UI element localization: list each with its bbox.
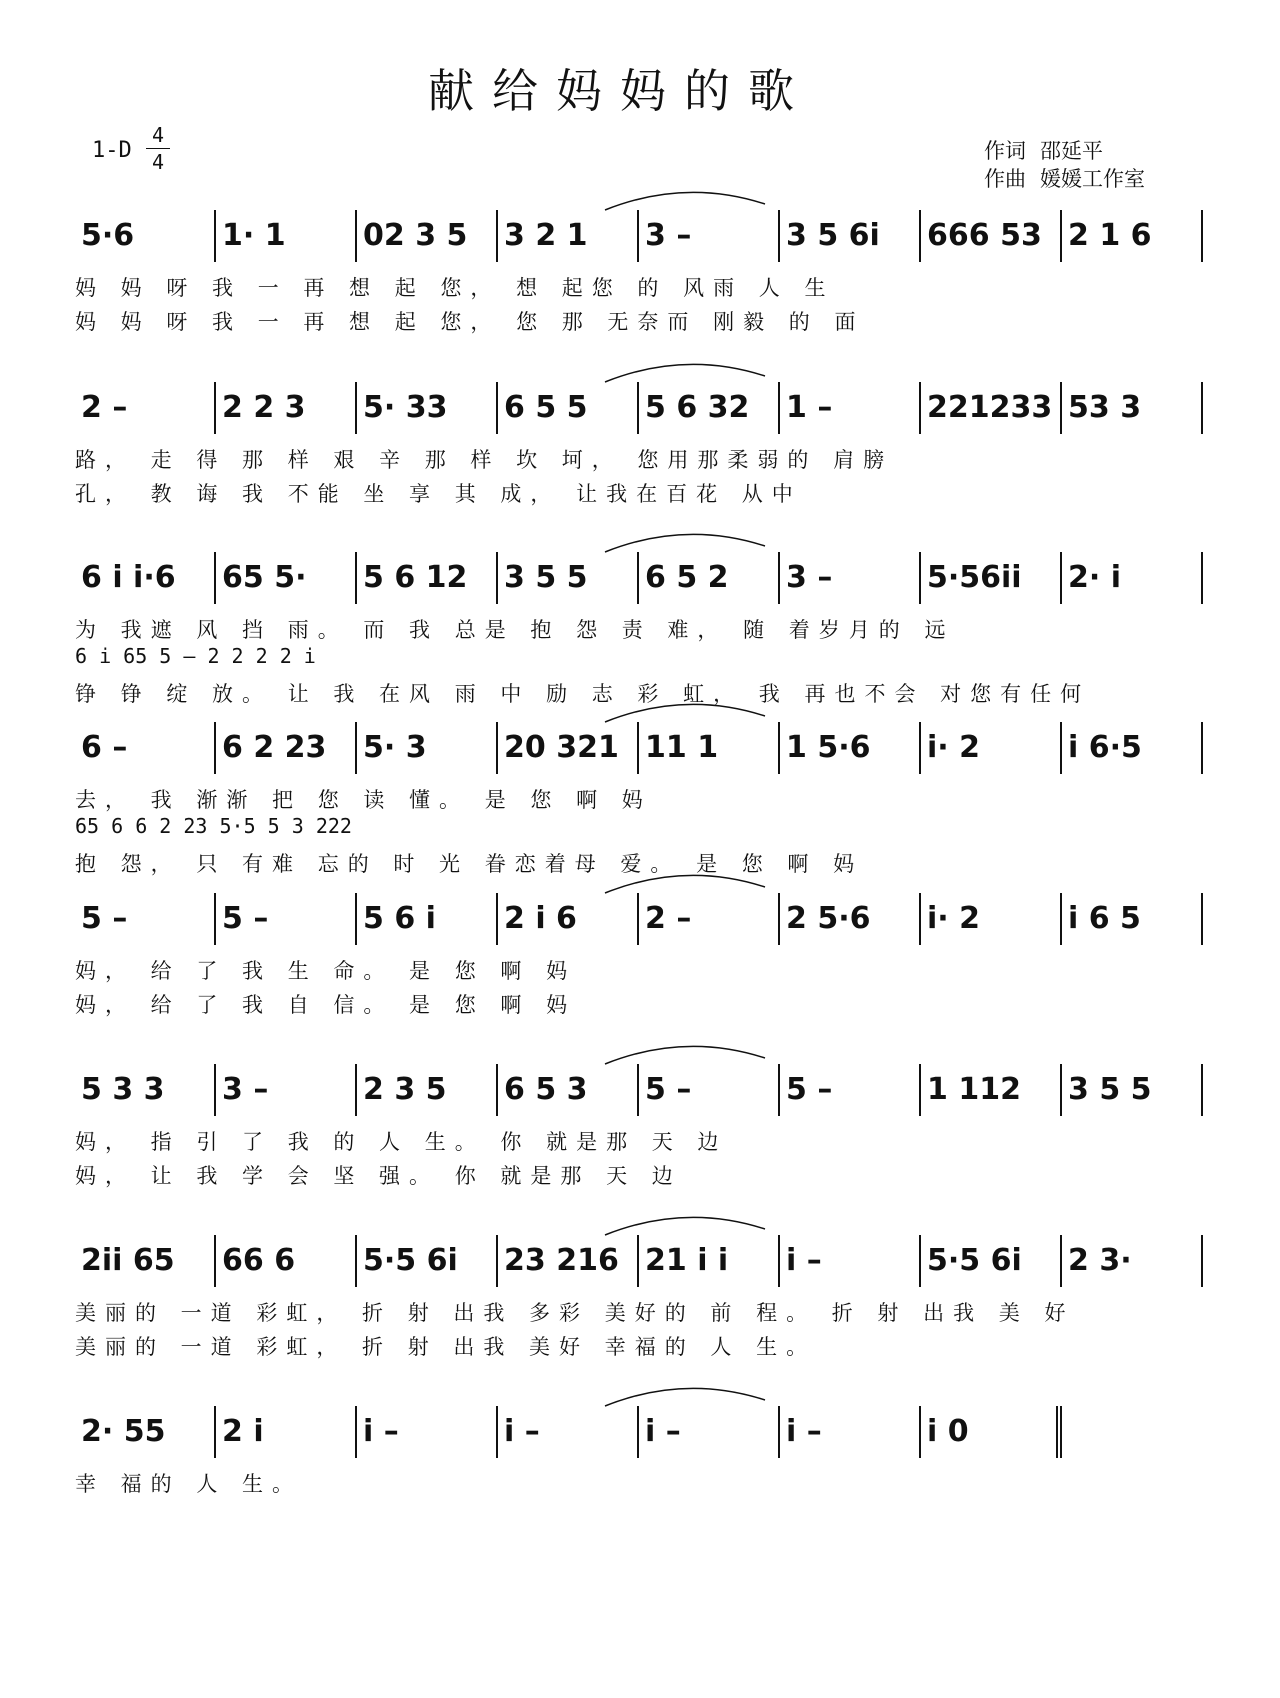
lyric-verse-1: 妈 妈 呀 我 一 再 想 起 您， 想 起您 的 风雨 人 生	[75, 276, 835, 300]
measure: 5·6	[75, 210, 216, 262]
measure: 1 112	[921, 1064, 1062, 1116]
measure: i 0	[921, 1406, 1062, 1458]
lyric-verse-2: 美丽的 一道 彩虹， 折 射 出我 美好 幸福的 人 生。	[75, 1335, 817, 1359]
measure: 2 3 5	[357, 1064, 498, 1116]
measure: 5 6 32	[639, 382, 780, 434]
measure: i· 2	[921, 722, 1062, 774]
measure: 2 –	[75, 382, 216, 434]
measure: 2 2 3	[216, 382, 357, 434]
measure: 5·56ii	[921, 552, 1062, 604]
harmony-notation: 65 6 6 2 23 5·5 5 3 222	[75, 814, 352, 838]
measure: 11 1	[639, 722, 780, 774]
notation-row	[75, 382, 1210, 434]
measure: 5·5 6i	[357, 1235, 498, 1287]
notation-row	[75, 893, 1210, 945]
score-system	[75, 1406, 1210, 1606]
measure: 6 5 2	[639, 552, 780, 604]
score-system	[75, 1064, 1210, 1264]
measure: i –	[498, 1406, 639, 1458]
harmony-notation: 6 i 65 5 — 2 2 2 2 i	[75, 644, 316, 668]
measure: 02 3 5	[357, 210, 498, 262]
measure: 5 –	[639, 1064, 780, 1116]
lyric-verse-2: 铮 铮 绽 放。 让 我 在风 雨 中 励 志 彩 虹， 我 再也不会 对您有任何	[75, 682, 1091, 706]
measure: 65 5·	[216, 552, 357, 604]
measure: 2 1 6	[1062, 210, 1203, 262]
measure: i –	[780, 1235, 921, 1287]
lyric-verse-2: 抱 怨， 只 有难 忘的 时 光 眷恋着母 爱。 是 您 啊 妈	[75, 852, 864, 876]
lyric-verse-2: 妈， 让 我 学 会 坚 强。 你 就是那 天 边	[75, 1164, 682, 1188]
lyric-verse-1: 路， 走 得 那 样 艰 辛 那 样 坎 坷， 您用那柔弱的 肩膀	[75, 448, 894, 472]
measure: 1 5·6	[780, 722, 921, 774]
song-title: 献给妈妈的歌	[428, 64, 812, 118]
measure: 3 –	[780, 552, 921, 604]
measure: 21 i i	[639, 1235, 780, 1287]
measure: i –	[780, 1406, 921, 1458]
time-signature-bottom: 4	[146, 148, 170, 175]
credits	[984, 137, 1159, 193]
measure: 2 i	[216, 1406, 357, 1458]
measure: 3 –	[216, 1064, 357, 1116]
measure: 2 3·	[1062, 1235, 1203, 1287]
score-system	[75, 1235, 1210, 1435]
notation-row	[75, 722, 1210, 774]
measure: 5 –	[75, 893, 216, 945]
lyric-verse-1: 去， 我 渐渐 把 您 读 懂。 是 您 啊 妈	[75, 788, 652, 812]
lyric-verse-2: 孔， 教 诲 我 不能 坐 享 其 成， 让我在百花 从中	[75, 482, 802, 506]
notation-row	[75, 210, 1210, 262]
measure: 5 –	[780, 1064, 921, 1116]
measure: 5· 3	[357, 722, 498, 774]
lyric-verse-2: 妈 妈 呀 我 一 再 想 起 您， 您 那 无奈而 刚毅 的 面	[75, 310, 865, 334]
measure: 2· 55	[75, 1406, 216, 1458]
measure: 3 5 5	[498, 552, 639, 604]
measure: 2· i	[1062, 552, 1203, 604]
lyric-verse-1: 美丽的 一道 彩虹， 折 射 出我 多彩 美好的 前 程。 折 射 出我 美 好	[75, 1301, 1075, 1325]
measure: 6 5 5	[498, 382, 639, 434]
lyric-verse-1: 妈， 给 了 我 生 命。 是 您 啊 妈	[75, 959, 577, 983]
time-signature	[146, 122, 170, 175]
lyric-verse-1: 幸 福的 人 生。	[75, 1472, 303, 1496]
notation-row	[75, 1064, 1210, 1116]
measure: 1· 1	[216, 210, 357, 262]
measure: 23 216	[498, 1235, 639, 1287]
measure: 1 –	[780, 382, 921, 434]
measure: 5·5 6i	[921, 1235, 1062, 1287]
measure: 5 3 3	[75, 1064, 216, 1116]
measure: i 6 5	[1062, 893, 1203, 945]
measure: i· 2	[921, 893, 1062, 945]
measure: 6 5 3	[498, 1064, 639, 1116]
measure: 20 321	[498, 722, 639, 774]
measure: 6 i i·6	[75, 552, 216, 604]
composer-name: 媛媛工作室	[1040, 167, 1145, 191]
measure: 66 6	[216, 1235, 357, 1287]
measure: 3 5 5	[1062, 1064, 1203, 1116]
lyric-verse-1: 为 我遮 风 挡 雨。 而 我 总是 抱 怨 责 难， 随 着岁月的 远	[75, 618, 955, 642]
measure: 3 5 6i	[780, 210, 921, 262]
notation-row	[75, 552, 1210, 604]
measure: 221233	[921, 382, 1062, 434]
measure: 3 2 1	[498, 210, 639, 262]
measure: 6 –	[75, 722, 216, 774]
lyric-verse-1: 妈， 指 引 了 我 的 人 生。 你 就是那 天 边	[75, 1130, 728, 1154]
measure: 2 5·6	[780, 893, 921, 945]
measure: 5 6 i	[357, 893, 498, 945]
measure: 6 2 23	[216, 722, 357, 774]
measure: 666 53	[921, 210, 1062, 262]
measure: 5· 33	[357, 382, 498, 434]
measure: 2 –	[639, 893, 780, 945]
key-signature: 1-D	[92, 138, 132, 163]
score-system	[75, 210, 1210, 410]
measure: 5 –	[216, 893, 357, 945]
measure: 53 3	[1062, 382, 1203, 434]
measure: i –	[639, 1406, 780, 1458]
time-signature-top: 4	[151, 123, 165, 147]
measure: 2 i 6	[498, 893, 639, 945]
lyricist-name: 邵延平	[1040, 139, 1103, 163]
score-system	[75, 893, 1210, 1093]
measure: i 6·5	[1062, 722, 1203, 774]
measure: i –	[357, 1406, 498, 1458]
composer-label: 作曲	[984, 167, 1026, 191]
notation-row	[75, 1235, 1210, 1287]
measure: 2ii 65	[75, 1235, 216, 1287]
lyricist-label: 作词	[984, 139, 1026, 163]
measure: 3 –	[639, 210, 780, 262]
lyric-verse-2: 妈， 给 了 我 自 信。 是 您 啊 妈	[75, 993, 577, 1017]
notation-row	[75, 1406, 1210, 1458]
measure: 5 6 12	[357, 552, 498, 604]
score-system	[75, 722, 1210, 922]
